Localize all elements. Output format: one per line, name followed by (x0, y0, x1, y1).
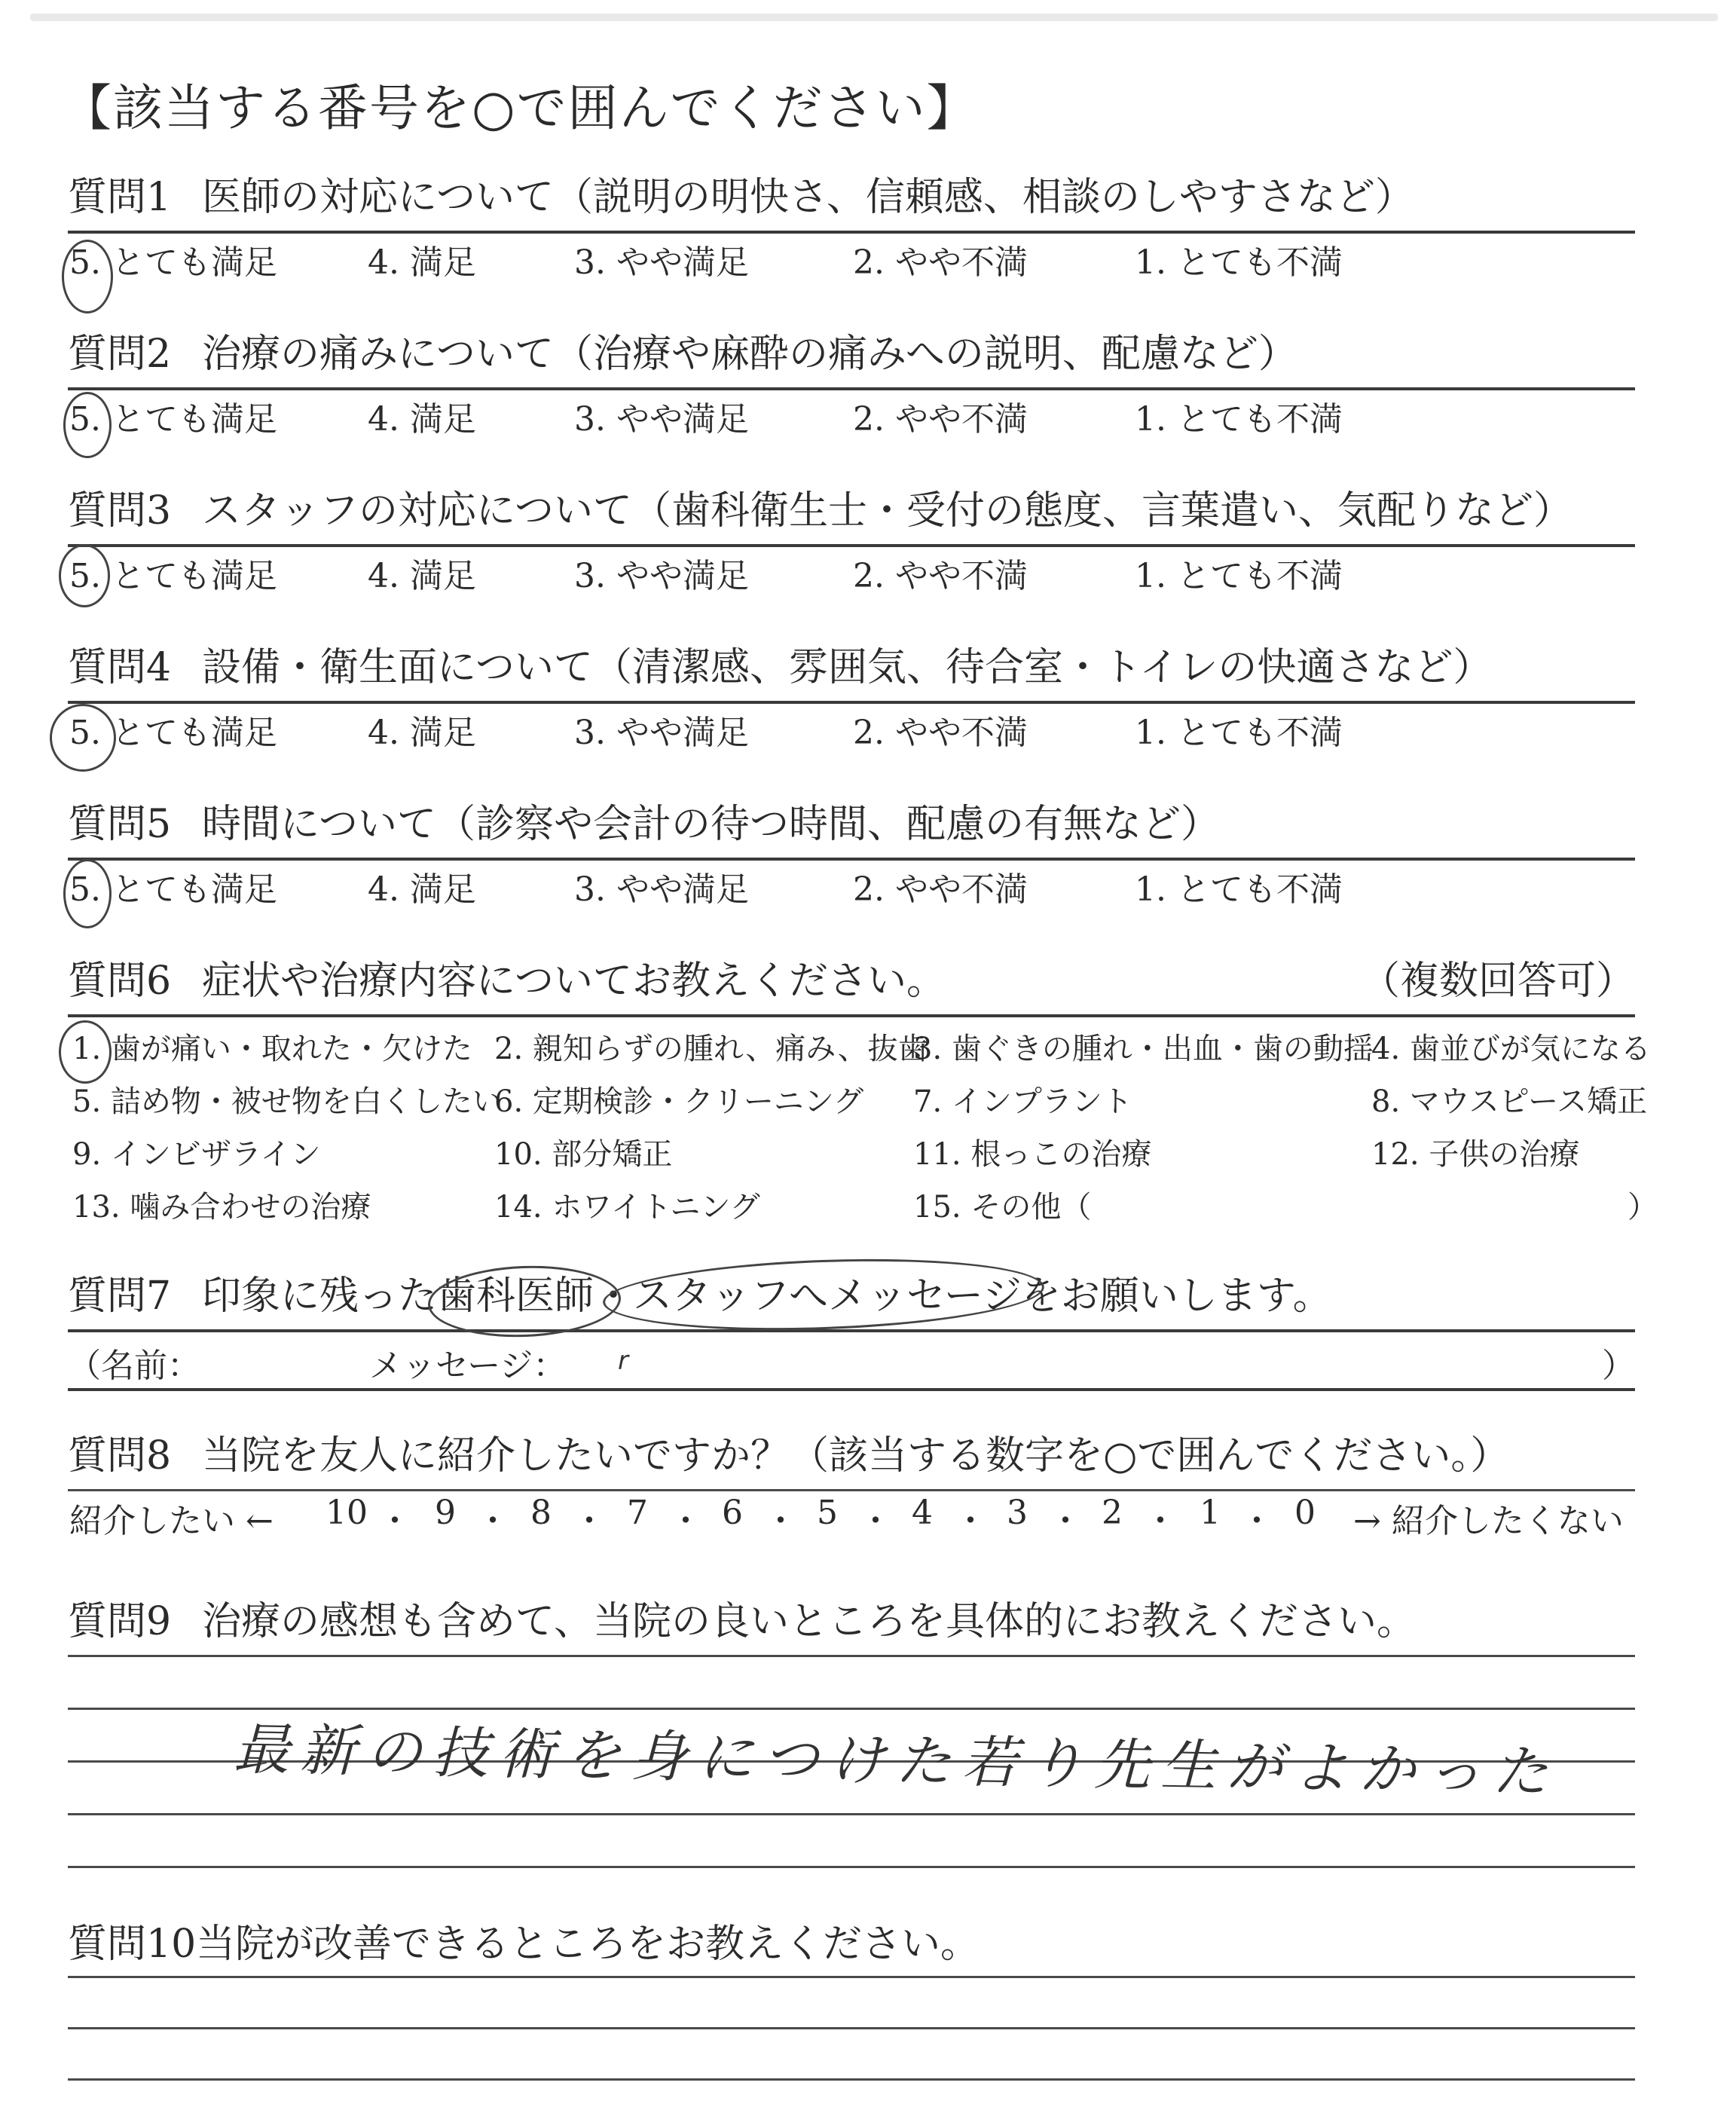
scale-dot: ・ (954, 1502, 987, 1540)
option-3[interactable]: 3. やや満足 (574, 870, 749, 909)
scan-top-edge (30, 14, 1718, 21)
option-4[interactable]: 4. 満足 (368, 243, 476, 282)
question-5-options (69, 862, 1501, 907)
question-3-header (68, 484, 1635, 547)
handwritten-mark: r (618, 1346, 628, 1376)
option-4[interactable]: 4. 満足 (368, 870, 476, 909)
option-4[interactable]: 4. 満足 (368, 557, 476, 595)
question-8-header (68, 1429, 1635, 1489)
symptom-option[interactable]: 2. 親知らずの腫れ、痛み、抜歯 (494, 1032, 928, 1066)
scale-dot: ・ (669, 1502, 702, 1540)
symptom-option[interactable]: 14. ホワイトニング (494, 1190, 760, 1225)
symptom-option[interactable]: 3. 歯ぐきの腫れ・出血・歯の動揺 (913, 1032, 1374, 1066)
scale-value[interactable]: 9 (435, 1494, 456, 1532)
answer-line (68, 1655, 1635, 1657)
question-text: 当院を友人に紹介したいですか？（該当する数字を○で囲んでください。） (202, 1433, 1510, 1479)
option-3[interactable]: 3. やや満足 (574, 557, 749, 595)
option-5[interactable]: 5. とても満足 (69, 870, 277, 909)
option-4[interactable]: 4. 満足 (368, 714, 476, 752)
question-1-header (68, 170, 1635, 234)
scale-value[interactable]: 10 (326, 1494, 368, 1532)
option-2[interactable]: 2. やや不満 (853, 870, 1028, 909)
option-2[interactable]: 2. やや不満 (853, 714, 1028, 752)
question-9-header (68, 1595, 1635, 1655)
question-number: 質問1 (68, 175, 172, 220)
answer-line (68, 1866, 1635, 1868)
handwritten-circle-mark (62, 240, 113, 313)
option-2[interactable]: 2. やや不満 (853, 243, 1028, 282)
option-5[interactable]: 5. とても満足 (69, 400, 277, 439)
scale-dot: ・ (859, 1502, 892, 1540)
symptom-option[interactable]: 6. 定期検診・クリーニング (494, 1084, 864, 1119)
option-3[interactable]: 3. やや満足 (574, 714, 749, 752)
scale-dot: ・ (1049, 1502, 1082, 1540)
symptom-option[interactable]: 1. 歯が痛い・取れた・欠けた (72, 1032, 472, 1066)
divider-line (68, 1489, 1635, 1491)
other-close-paren: ） (1628, 1190, 1658, 1225)
handwritten-circle-mark (63, 392, 112, 458)
handwritten-circle-mark (59, 544, 110, 607)
scale-value[interactable]: 5 (817, 1494, 838, 1532)
question-number: 質問9 (68, 1599, 172, 1644)
symptom-option[interactable]: 8. マウスピース矯正 (1371, 1084, 1648, 1119)
symptom-option[interactable]: 13. 噛み合わせの治療 (72, 1190, 371, 1225)
option-4[interactable]: 4. 満足 (368, 400, 476, 439)
option-2[interactable]: 2. やや不満 (853, 400, 1028, 439)
handwritten-circle-mark (59, 1020, 112, 1084)
handwritten-circle-mark (50, 704, 116, 772)
question-number: 質問2 (68, 332, 172, 377)
option-1[interactable]: 1. とても不満 (1135, 400, 1343, 439)
question-10-header (68, 1917, 1635, 1977)
question-6-header (68, 954, 1635, 1017)
option-2[interactable]: 2. やや不満 (853, 557, 1028, 595)
scale-left-label: 紹介したい ← (69, 1502, 274, 1540)
question-text: 時間について（診察や会計の待つ時間、配慮の有無など） (202, 802, 1220, 847)
scale-value[interactable]: 0 (1294, 1494, 1316, 1532)
scale-dot: ・ (1240, 1502, 1273, 1540)
name-label: （名前： (68, 1347, 200, 1385)
question-text: 治療の感想も含めて、当院の良いところを具体的にお教えください。 (202, 1599, 1416, 1644)
scale-value[interactable]: 8 (530, 1494, 552, 1532)
option-1[interactable]: 1. とても不満 (1135, 870, 1343, 909)
symptom-option[interactable]: 5. 詰め物・被せ物を白くしたい (72, 1084, 503, 1119)
scale-value[interactable]: 4 (912, 1494, 933, 1532)
option-5[interactable]: 5. とても満足 (69, 557, 277, 595)
scale-dot: ・ (764, 1502, 797, 1540)
question-text: 当院が改善できるところをお教えください。 (196, 1922, 980, 1967)
option-1[interactable]: 1. とても不満 (1135, 557, 1343, 595)
question-text: スタッフの対応について（歯科衛生士・受付の態度、言葉遣い、気配りなど） (202, 488, 1572, 534)
question-number: 質問6 (68, 959, 172, 1004)
handwritten-circle-mark (63, 859, 112, 928)
handwritten-answer[interactable]: 最新の技術を身につけた若り先生がよかった (233, 1717, 1560, 1806)
option-3[interactable]: 3. やや満足 (574, 400, 749, 439)
option-1[interactable]: 1. とても不満 (1135, 714, 1343, 752)
option-5[interactable]: 5. とても満足 (69, 243, 277, 282)
question-text: 治療の痛みについて（治療や麻酔の痛みへの説明、配慮など） (202, 332, 1297, 377)
option-5[interactable]: 5. とても満足 (69, 714, 277, 752)
question-number: 質問3 (68, 488, 172, 534)
question-2-options (69, 392, 1501, 437)
question-5-header (68, 797, 1635, 861)
option-1[interactable]: 1. とても不満 (1135, 243, 1343, 282)
question-number: 質問8 (68, 1433, 172, 1479)
symptom-option[interactable]: 4. 歯並びが気になる (1371, 1032, 1651, 1066)
question-text: 設備・衛生面について（清潔感、雰囲気、待合室・トイレの快適さなど） (202, 645, 1493, 690)
question-3-options (69, 549, 1501, 594)
answer-line (68, 1976, 1635, 1978)
scale-value[interactable]: 2 (1102, 1494, 1123, 1532)
symptom-option[interactable]: 9. インビザライン (72, 1137, 321, 1172)
answer-line (68, 1813, 1635, 1815)
message-field[interactable] (68, 1335, 1635, 1391)
recommendation-scale (69, 1494, 1637, 1539)
symptom-option[interactable]: 10. 部分矯正 (494, 1137, 673, 1172)
answer-line (68, 2027, 1635, 2029)
multiple-answer-note: （複数回答可） (1360, 959, 1635, 1004)
symptom-option[interactable]: 12. 子供の治療 (1371, 1137, 1580, 1172)
scale-dot: ・ (476, 1502, 509, 1540)
question-number: 質問5 (68, 802, 172, 847)
message-label: メッセージ： (369, 1347, 567, 1385)
question-number: 質問10 (68, 1922, 197, 1967)
symptom-option[interactable]: 15. その他（ (913, 1190, 1092, 1225)
scale-right-label: → 紹介したくない (1353, 1502, 1624, 1540)
question-number: 質問7 (68, 1274, 172, 1319)
scale-dot: ・ (1144, 1502, 1177, 1540)
question-text: 医師の対応について（説明の明快さ、信頼感、相談のしやすさなど） (202, 175, 1414, 220)
question-4-options (69, 705, 1501, 751)
option-3[interactable]: 3. やや満足 (574, 243, 749, 282)
question-2-header (68, 327, 1635, 390)
form-title: 【該当する番号を○で囲んでください】 (62, 79, 978, 137)
message-close-paren: ） (1602, 1347, 1635, 1385)
question-1-options (69, 235, 1501, 280)
symptom-option[interactable]: 11. 根っこの治療 (913, 1137, 1152, 1172)
answer-line (68, 2078, 1635, 2081)
scale-value[interactable]: 3 (1007, 1494, 1028, 1532)
scale-dot: ・ (573, 1502, 606, 1540)
question-text: 印象に残った歯科医師・スタッフへメッセージをお願いします。 (202, 1274, 1332, 1319)
question-text: 症状や治療内容についてお教えください。 (202, 959, 946, 1004)
symptom-option[interactable]: 7. インプラント (913, 1084, 1132, 1119)
scale-dot: ・ (378, 1502, 411, 1540)
scale-value[interactable]: 6 (722, 1494, 743, 1532)
scale-value[interactable]: 7 (627, 1494, 648, 1532)
question-4-header (68, 641, 1635, 704)
scale-value[interactable]: 1 (1200, 1494, 1221, 1532)
question-number: 質問4 (68, 645, 172, 690)
